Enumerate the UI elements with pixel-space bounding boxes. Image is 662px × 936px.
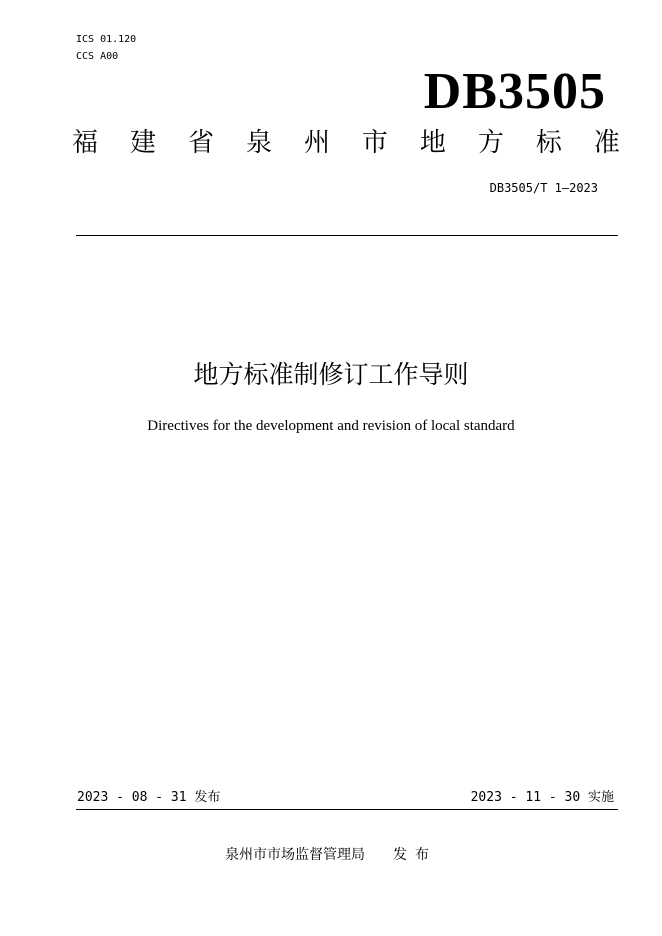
document-title-english: Directives for the development and revision of local standard [147, 418, 515, 434]
standard-name-char: 方 [477, 128, 504, 158]
issuer-organization: 泉州市市场监督管理局 [225, 847, 365, 863]
issuer [0, 845, 662, 865]
standard-name-char: 福 [72, 128, 99, 158]
standard-name-char: 省 [187, 128, 214, 158]
issue-date: 2023 - 08 - 31 发布 [77, 790, 221, 805]
footer-divider [76, 809, 618, 810]
standard-name-char: 建 [129, 128, 156, 158]
standard-category-name [72, 126, 620, 160]
document-title-chinese: 地方标准制修订工作导则 [193, 360, 469, 389]
db-logo: DB3505 [423, 63, 606, 120]
standard-name-char: 准 [593, 128, 620, 158]
ics-code: ICS 01.120 [76, 34, 137, 45]
standard-name-char: 泉 [245, 128, 272, 158]
implementation-date: 2023 - 11 - 30 实施 [470, 790, 614, 805]
standard-name-char: 市 [361, 128, 388, 158]
issuer-action: 发布 [393, 847, 437, 863]
header-divider [76, 235, 618, 236]
standard-name-char: 州 [303, 128, 330, 158]
standard-name-char: 标 [535, 128, 562, 158]
standard-name-char: 地 [419, 128, 446, 158]
ccs-code: CCS A00 [76, 51, 119, 62]
standard-number: DB3505/T 1—2023 [489, 181, 598, 195]
